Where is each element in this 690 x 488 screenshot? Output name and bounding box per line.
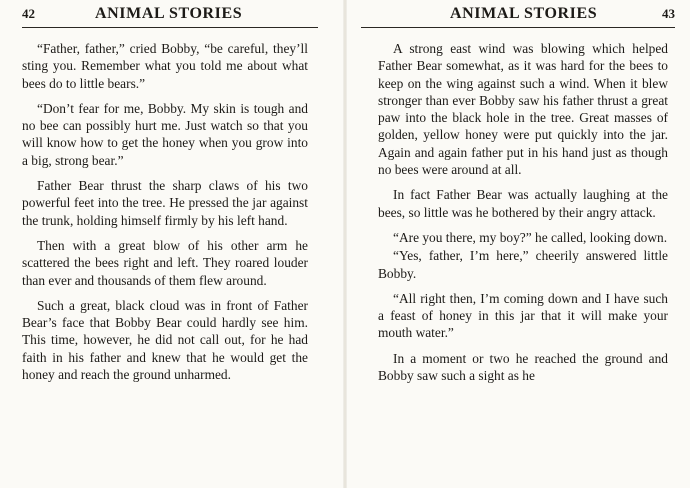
- paragraph: “Don’t fear for me, Bobby. My skin is tough and no bee can possibly hurt me. Just watch so that you will know how to get the honey when you grow into a big, strong bear.”: [22, 100, 308, 168]
- paragraph: In fact Father Bear was actually laughing at the bees, so little was he bothered by their angry attack.: [378, 187, 668, 220]
- paragraph: “Father, father,” cried Bobby, “be careful, they’ll sting you. Remember what you told me about what bees do to little bears.”: [22, 41, 308, 91]
- paragraph: Father Bear thrust the sharp claws of his two powerful feet into the tree. He pressed the jar against the trunk, holding himself firmly by his left hand.: [22, 178, 308, 228]
- left-page-header: [22, 5, 318, 28]
- paragraph: In a moment or two he reached the ground and Bobby saw such a sight as he: [378, 350, 668, 384]
- right-page-text: [378, 40, 668, 392]
- left-page-text: [22, 40, 308, 391]
- right-running-head: ANIMAL STORIES: [450, 5, 598, 22]
- left-running-head: ANIMAL STORIES: [95, 5, 243, 22]
- right-page-number: 43: [662, 6, 675, 21]
- paragraph: “All right then, I’m coming down and I have such a feast of honey in this jar that it will make your mouth water.”: [378, 290, 668, 341]
- paragraph: “Are you there, my boy?” he called, looking down.: [393, 229, 668, 245]
- right-page-header: [361, 5, 675, 28]
- paragraph: “Yes, father, I’m here,” cheerily answered little Bobby.: [378, 248, 668, 281]
- right-page: [345, 0, 690, 488]
- paragraph: Such a great, black cloud was in front of Father Bear’s face that Bobby Bear could hardly see him. This time, however, he did not call out, for he had faith in his father and knew that he would get the honey and reach the ground unharmed.: [22, 297, 308, 383]
- paragraph: Then with a great blow of his other arm he scattered the bees right and left. They roared louder than ever and thousands of them flew around.: [22, 237, 308, 288]
- left-page-number: 42: [22, 6, 35, 21]
- paragraph: A strong east wind was blowing which helped Father Bear somewhat, as it was hard for the bees to keep on the wing against such a wind. When it blew stronger than ever Bobby saw his father thrust a great paw into the black hole in the tree. Great masses of golden, yellow honey were put quickly into the jar. Again and again father put in his hand just as though no bees were around at all.: [378, 41, 668, 178]
